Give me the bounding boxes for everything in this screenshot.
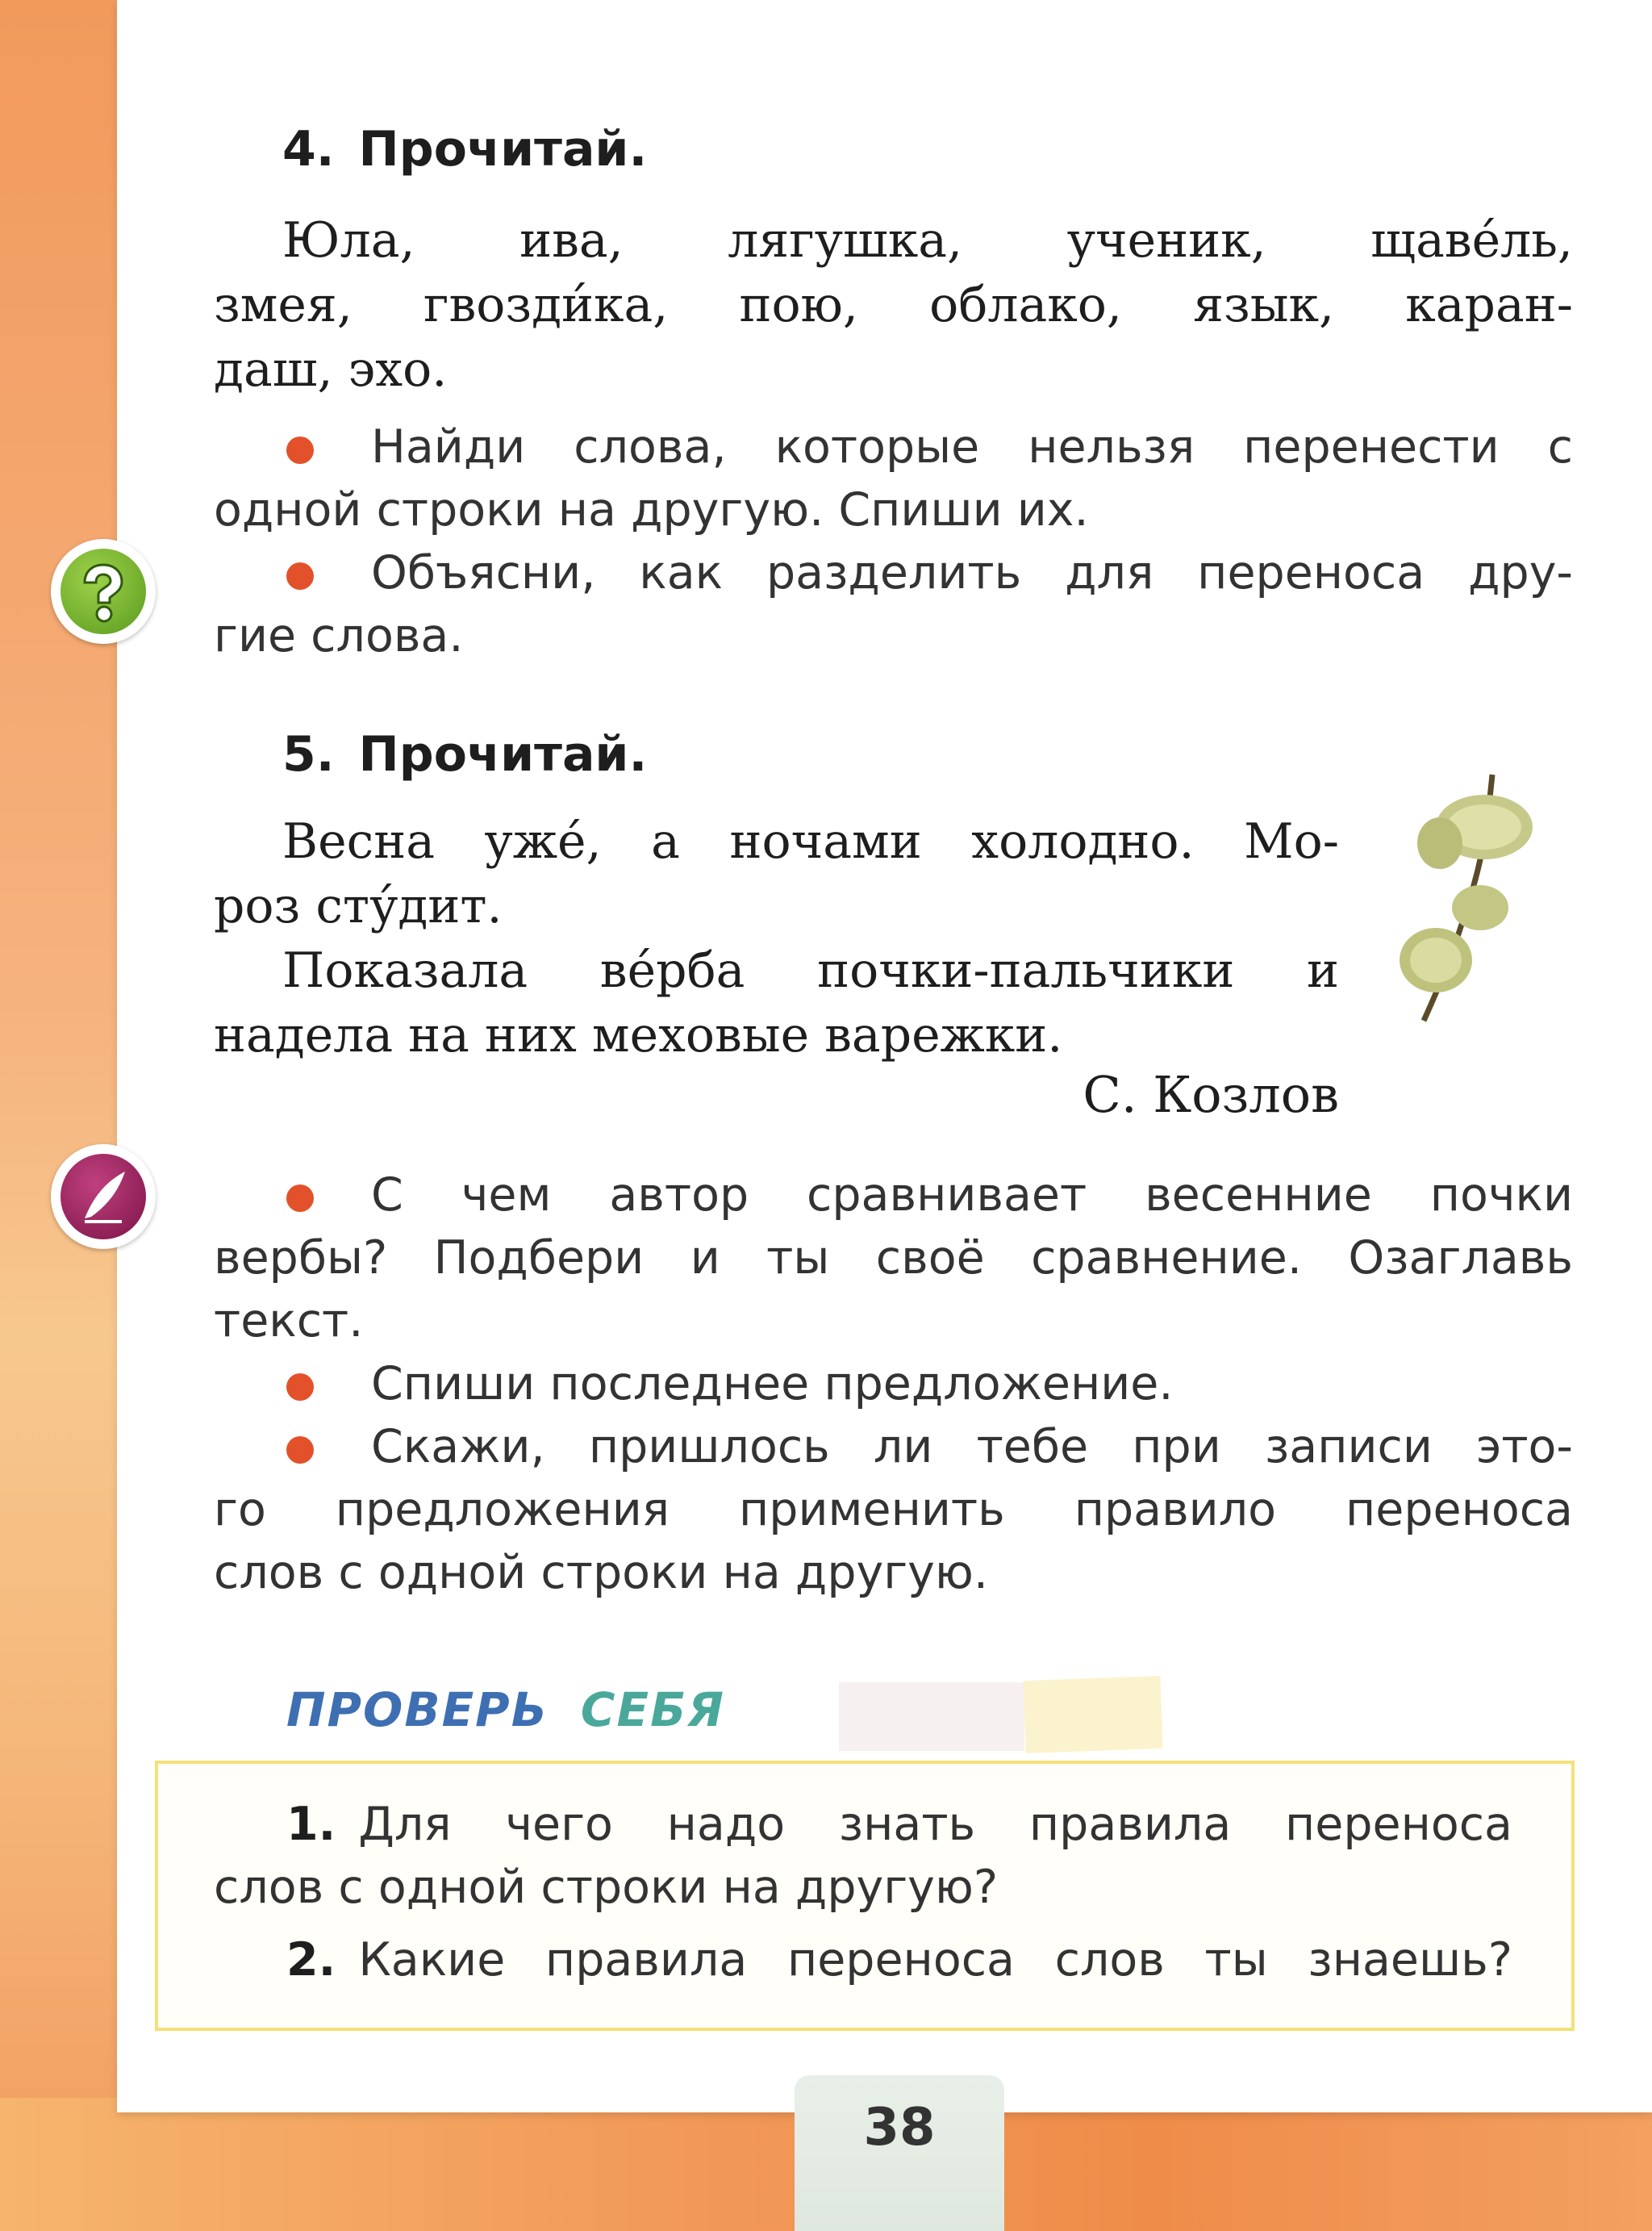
background-left-strip	[0, 0, 121, 2231]
exercise-5-title	[282, 726, 647, 783]
exercise-4-task-line: Найди слова, которые нельзя перенести с	[371, 420, 1573, 474]
exercise-4-text-line: Юла, ива, лягушка, ученик, щаве́ль,	[282, 212, 1573, 269]
check-yourself-word2: СЕБЯ	[580, 1682, 725, 1737]
exercise-4-text-line: змея, гвозди́ка, пою, облако, язык, каран-	[214, 277, 1573, 333]
exercise-4-task-line: одной строки на другую. Спиши их.	[214, 483, 1089, 537]
exercise-5-task-line: текст.	[214, 1294, 364, 1347]
decorative-tape	[839, 1682, 1024, 1751]
pen-icon	[51, 1144, 156, 1249]
exercise-4-text-line: даш, эхо.	[214, 341, 448, 398]
exercise-5-text-line: роз сту́дит.	[214, 878, 503, 934]
willow-branch-illustration	[1387, 767, 1573, 1025]
exercise-4-task-line: Объясни, как разделить для переноса дру-	[371, 546, 1573, 600]
decorative-tape	[1023, 1676, 1162, 1753]
exercise-5-text-line: надела на них меховые варежки.	[214, 1007, 1063, 1063]
exercise-5-number: 5.	[282, 726, 335, 783]
exercise-5-text-line: Показала ве́рба почки-пальчики и	[282, 942, 1339, 999]
exercise-4-task-line: гие слова.	[214, 609, 464, 662]
exercise-5-task-line: слов с одной строки на другую.	[214, 1546, 989, 1599]
check-yourself-word1: ПРОВЕРЬ	[286, 1682, 549, 1737]
check-question-2: 2. Какие правила переноса слов ты знаешь?	[286, 1933, 1512, 1987]
exercise-4-title	[282, 121, 647, 178]
page-number: 38	[863, 2098, 936, 2158]
exercise-5-task-line: Скажи, пришлось ли тебе при записи это-	[371, 1420, 1573, 1473]
exercise-4-heading: Прочитай.	[358, 121, 648, 178]
exercise-5-task-line: С чем автор сравнивает весенние почки	[371, 1168, 1573, 1222]
check-yourself-heading	[286, 1682, 725, 1737]
check-question-1-continued: слов с одной строки на другую?	[214, 1861, 999, 1914]
exercise-5-task-line: го предложения применить правило переноса	[214, 1483, 1573, 1536]
exercise-4-number: 4.	[282, 121, 335, 178]
exercise-5-task-line: вербы? Подбери и ты своё сравнение. Озаглавь	[214, 1231, 1573, 1285]
check-question-1: 1. Для чего надо знать правила переноса	[286, 1798, 1512, 1851]
exercise-5-text-line: Весна уже́, а ночами холодно. Мо-	[282, 813, 1339, 870]
author-signature: С. Козлов	[1083, 1065, 1339, 1124]
question-mark-icon	[51, 539, 156, 644]
exercise-5-task-line: Спиши последнее предложение.	[371, 1357, 1174, 1410]
exercise-5-heading: Прочитай.	[358, 726, 648, 783]
